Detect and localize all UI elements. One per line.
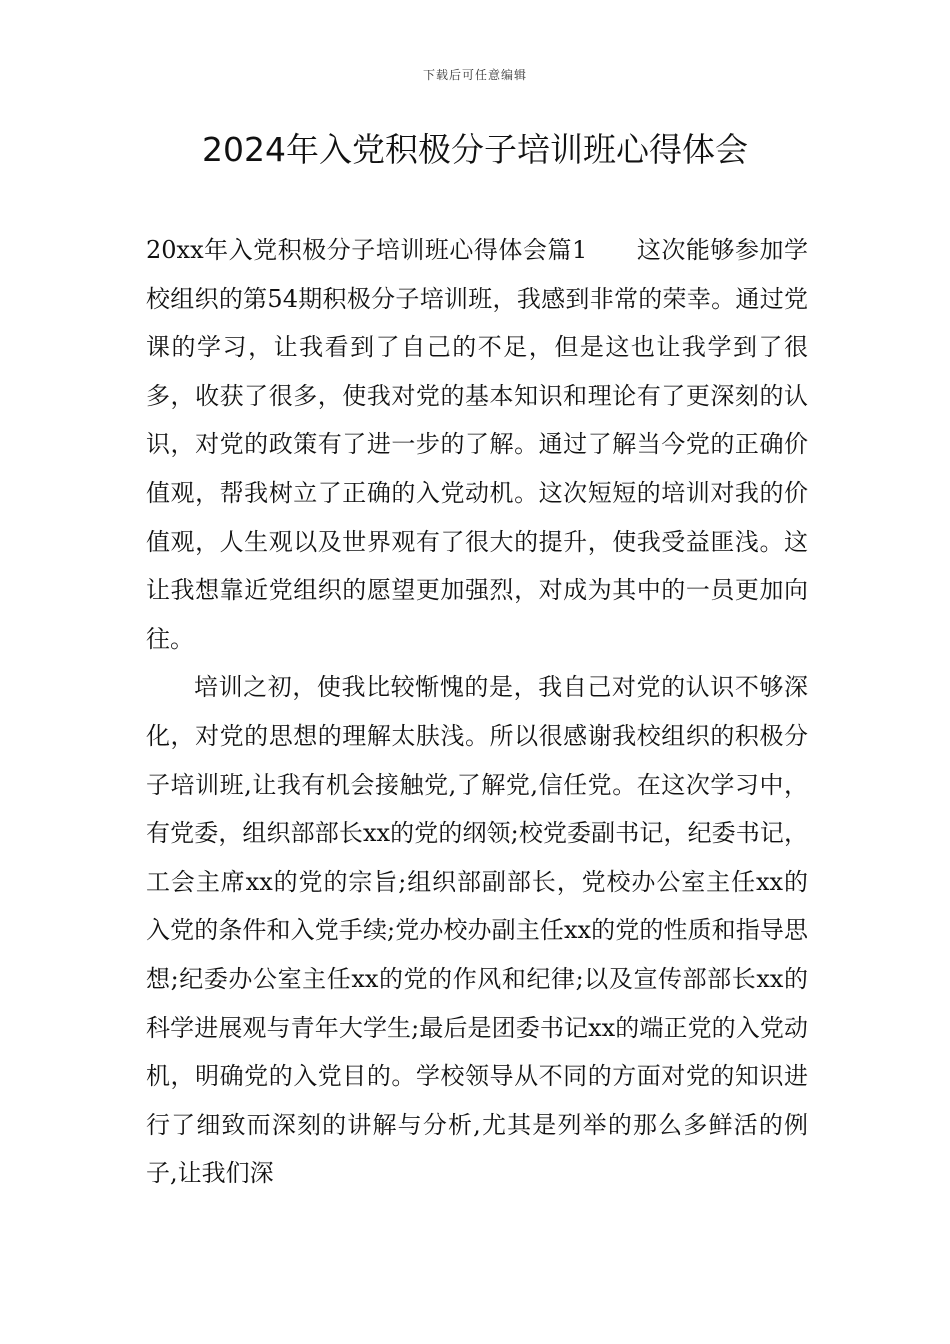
document-body [146, 226, 808, 1198]
paragraph-2: 培训之初，使我比较惭愧的是，我自己对党的认识不够深化，对党的思想的理解太肤浅。所以很感谢我校组织的积极分子培训班,让我有机会接触党,了解党,信任党。在这次学习中，有党委，组织部部长xx的党的纲领;校党委副书记，纪委书记，工会主席xx的党的宗旨;组织部副部长，党校办公室主任xx的入党的条件和入党手续;党办校办副主任xx的党的性质和指导思想;纪委办公室主任xx的党的作风和纪律;以及宣传部部长xx的科学进展观与青年大学生;最后是团委书记xx的端正党的入党动机，明确党的入党目的。学校领导从不同的方面对党的知识进行了细致而深刻的讲解与分析,尤其是列举的那么多鲜活的例子,让我们深 [146, 673, 808, 1188]
paragraph-1: 20xx年入党积极分子培训班心得体会篇1 这次能够参加学校组织的第54期积极分子培训班，我感到非常的荣幸。通过党课的学习，让我看到了自己的不足，但是这也让我学到了很多，收获了很多，使我对党的基本知识和理论有了更深刻的认识，对党的政策有了进一步的了解。通过了解当今党的正确价值观，帮我树立了正确的入党动机。这次短短的培训对我的价值观，人生观以及世界观有了很大的提升，使我受益匪浅。这让我想靠近党组织的愿望更加强烈，对成为其中的一员更加向往。 [146, 236, 808, 653]
page-header-note: 下载后可任意编辑 [422, 68, 527, 82]
document-title: 2024年入党积极分子培训班心得体会 [202, 130, 748, 169]
